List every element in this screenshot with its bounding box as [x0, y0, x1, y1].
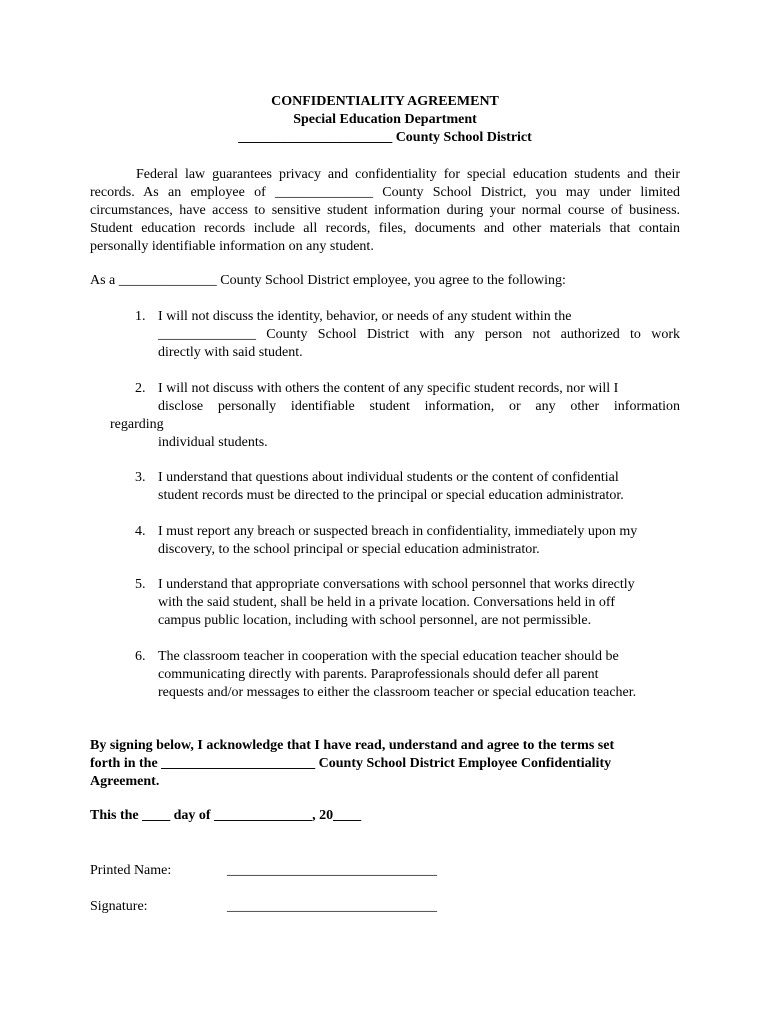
printed-name-label: Printed Name: — [90, 863, 172, 878]
item-number: 2. — [135, 381, 146, 396]
item-line: campus public location, including with school personnel, are not permissible. — [158, 613, 592, 628]
item-line: individual students. — [158, 435, 268, 450]
item-line: I understand that appropriate conversations with school personnel that works directly — [158, 577, 635, 592]
item-line: with the said student, shall be held in a private location. Conversations held in off — [158, 595, 615, 610]
ack-line: By signing below, I acknowledge that I have read, understand and agree to the terms set — [90, 738, 615, 753]
item-line: The classroom teacher in cooperation with the special education teacher should be — [158, 649, 619, 664]
document-title: CONFIDENTIALITY AGREEMENT — [271, 94, 499, 109]
district-line: ______________________ County School District — [238, 130, 532, 145]
item-line: I will not discuss the identity, behavior, or needs of any student within the — [158, 309, 572, 324]
item-number: 5. — [135, 577, 146, 592]
intro-line: business. Student education records include all records, files, documents and other materials that — [90, 203, 681, 236]
signature-field[interactable]: ______________________________ — [227, 899, 437, 914]
ack-line: Agreement. — [90, 774, 160, 789]
intro-line: contain personally identifiable information on any student. — [90, 221, 681, 254]
department-name: Special Education Department — [293, 112, 477, 127]
item-line: I understand that questions about individual students or the content of confidential — [158, 470, 619, 485]
item-line: disclose personally identifiable student information, or any other information — [158, 399, 680, 414]
item-line: student records must be directed to the principal or special education administrator. — [158, 488, 624, 503]
item-number: 4. — [135, 524, 146, 539]
item-line: regarding — [110, 417, 164, 432]
ack-line: forth in the ______________________ County School District Employee Confidentiality — [90, 756, 612, 771]
agreement-intro-line: As a ______________ County School District employee, you agree to the following: — [90, 273, 566, 288]
title-block — [0, 93, 770, 147]
item-number: 3. — [135, 470, 146, 485]
acknowledgement-paragraph — [90, 737, 680, 791]
item-line: I must report any breach or suspected breach in confidentiality, immediately upon my — [158, 524, 638, 539]
signature-row — [90, 898, 690, 916]
list-item — [110, 469, 680, 505]
signature-label: Signature: — [90, 899, 148, 914]
date-line: This the ____ day of ______________, 20____ — [90, 808, 362, 823]
item-line: communicating directly with parents. Paraprofessionals should defer all parent — [158, 667, 599, 682]
item-line: ______________ County School District with any person not authorized to work — [158, 327, 680, 342]
intro-line: their records. As an employee of ______________ County School District, you may under — [90, 167, 681, 200]
intro-paragraph — [90, 166, 680, 256]
item-line: discovery, to the school principal or special education administrator. — [158, 542, 540, 557]
intro-line: Federal law guarantees privacy and confidentiality for special education students and — [136, 167, 648, 182]
printed-name-field[interactable]: ______________________________ — [227, 863, 437, 878]
item-number: 6. — [135, 649, 146, 664]
item-line: I will not discuss with others the content of any specific student records, nor will I — [158, 381, 619, 396]
item-number: 1. — [135, 309, 146, 324]
intro-line: limited circumstances, have access to sensitive student information during your normal course of — [90, 185, 681, 218]
list-item — [110, 380, 680, 452]
item-line: directly with said student. — [158, 345, 303, 360]
list-item — [110, 576, 680, 630]
list-item — [110, 648, 680, 702]
list-item — [110, 308, 680, 362]
item-line: requests and/or messages to either the classroom teacher or special education teacher. — [158, 685, 637, 700]
printed-name-row — [90, 862, 690, 880]
list-item — [110, 523, 680, 559]
